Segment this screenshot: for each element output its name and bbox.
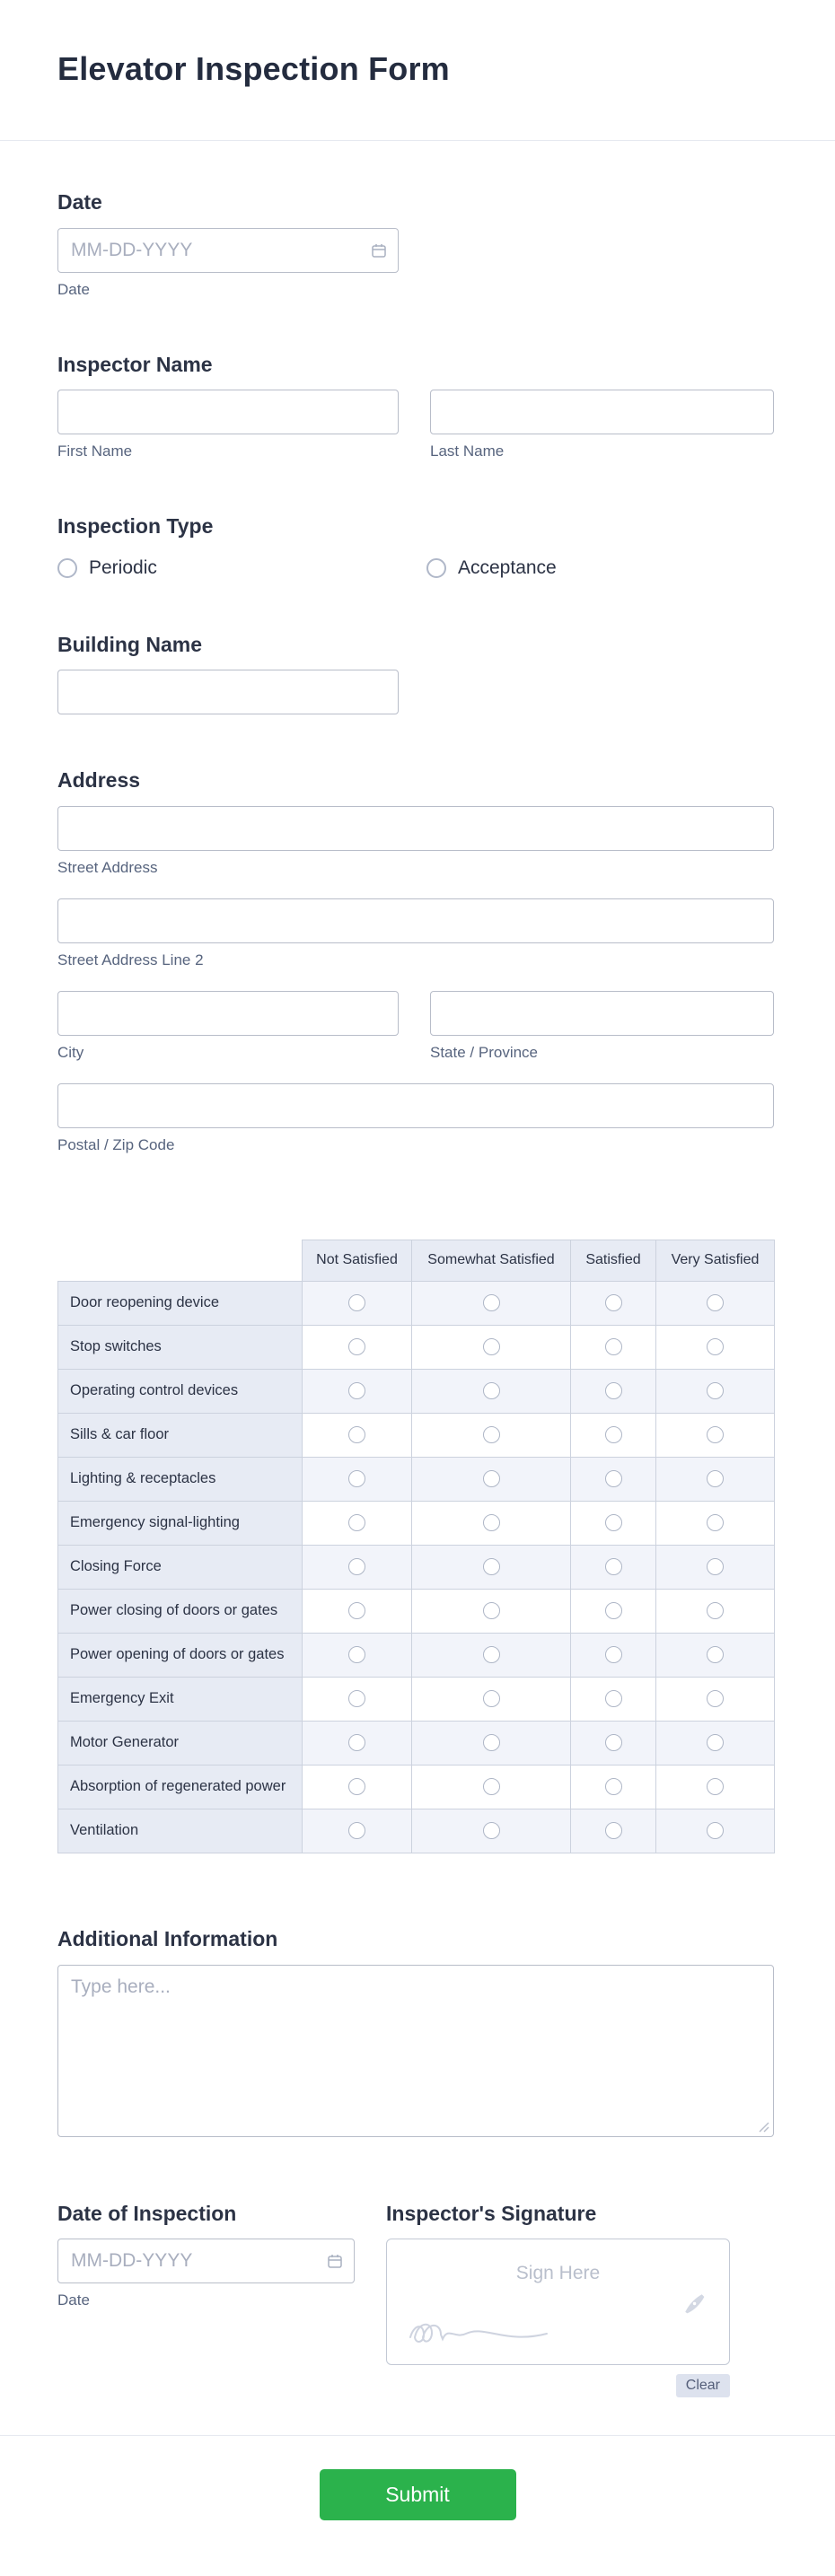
matrix-radio[interactable] bbox=[348, 1470, 365, 1487]
matrix-row-label: Operating control devices bbox=[58, 1369, 303, 1413]
matrix-cell[interactable] bbox=[303, 1369, 412, 1413]
matrix-cell[interactable] bbox=[571, 1501, 656, 1545]
matrix-row bbox=[58, 1369, 775, 1413]
postal-code-sublabel: Postal / Zip Code bbox=[57, 1135, 175, 1153]
city-sublabel: City bbox=[57, 1043, 84, 1061]
matrix-row-label: Emergency Exit bbox=[58, 1677, 303, 1721]
matrix-cell[interactable] bbox=[412, 1501, 571, 1545]
calendar-icon[interactable] bbox=[326, 2252, 344, 2270]
address-label: Address bbox=[57, 768, 141, 793]
matrix-cell[interactable] bbox=[656, 1325, 775, 1369]
matrix-row bbox=[58, 1677, 775, 1721]
building-name-input[interactable] bbox=[57, 670, 399, 714]
matrix-radio[interactable] bbox=[707, 1778, 724, 1795]
matrix-radio[interactable] bbox=[605, 1602, 622, 1619]
matrix-cell[interactable] bbox=[571, 1413, 656, 1457]
street-address-input[interactable] bbox=[57, 806, 774, 851]
matrix-cell[interactable] bbox=[571, 1369, 656, 1413]
sign-here-placeholder: Sign Here bbox=[515, 2263, 601, 2284]
matrix-row bbox=[58, 1589, 775, 1633]
form-body bbox=[0, 141, 835, 2397]
street-address-sublabel: Street Address bbox=[57, 858, 158, 876]
matrix-row bbox=[58, 1325, 775, 1369]
matrix-row-label: Power opening of doors or gates bbox=[58, 1633, 303, 1677]
matrix-radio[interactable] bbox=[707, 1514, 724, 1531]
matrix-cell[interactable] bbox=[303, 1765, 412, 1809]
matrix-radio[interactable] bbox=[483, 1470, 500, 1487]
matrix-cell[interactable] bbox=[412, 1633, 571, 1677]
matrix-row bbox=[58, 1633, 775, 1677]
signature-clear-button[interactable]: Clear bbox=[676, 2374, 730, 2397]
matrix-radio[interactable] bbox=[483, 1426, 500, 1443]
matrix-radio[interactable] bbox=[605, 1690, 622, 1707]
matrix-cell[interactable] bbox=[303, 1633, 412, 1677]
matrix-cell[interactable] bbox=[571, 1589, 656, 1633]
matrix-cell[interactable] bbox=[571, 1325, 656, 1369]
matrix-cell[interactable] bbox=[303, 1677, 412, 1721]
matrix-radio[interactable] bbox=[483, 1602, 500, 1619]
street-address-line2-input[interactable] bbox=[57, 898, 774, 943]
matrix-radio[interactable] bbox=[348, 1734, 365, 1751]
matrix-radio[interactable] bbox=[707, 1382, 724, 1399]
matrix-radio[interactable] bbox=[605, 1778, 622, 1795]
matrix-cell[interactable] bbox=[656, 1589, 775, 1633]
matrix-radio[interactable] bbox=[605, 1382, 622, 1399]
matrix-corner-cell bbox=[58, 1240, 303, 1281]
matrix-cell[interactable] bbox=[571, 1281, 656, 1325]
matrix-radio[interactable] bbox=[348, 1514, 365, 1531]
matrix-row bbox=[58, 1721, 775, 1765]
matrix-cell[interactable] bbox=[303, 1809, 412, 1853]
question-date bbox=[57, 190, 774, 299]
inspection-type-options bbox=[57, 557, 774, 579]
matrix-row bbox=[58, 1545, 775, 1589]
signature-pad[interactable] bbox=[386, 2239, 730, 2365]
matrix-radio[interactable] bbox=[483, 1778, 500, 1795]
question-inspector-name bbox=[57, 353, 774, 461]
bottom-row bbox=[57, 2202, 774, 2398]
matrix-radio[interactable] bbox=[348, 1382, 365, 1399]
building-name-label: Building Name bbox=[57, 632, 203, 656]
matrix-row-label: Power closing of doors or gates bbox=[58, 1589, 303, 1633]
matrix-cell[interactable] bbox=[656, 1809, 775, 1853]
matrix-row bbox=[58, 1281, 775, 1325]
first-name-input[interactable] bbox=[57, 390, 399, 434]
matrix-radio[interactable] bbox=[483, 1514, 500, 1531]
matrix-radio[interactable] bbox=[348, 1338, 365, 1355]
matrix-row-label: Motor Generator bbox=[58, 1721, 303, 1765]
matrix-row-label: Stop switches bbox=[58, 1325, 303, 1369]
matrix-radio[interactable] bbox=[707, 1426, 724, 1443]
matrix-row-label: Sills & car floor bbox=[58, 1413, 303, 1457]
question-building-name bbox=[57, 633, 774, 715]
matrix-cell[interactable] bbox=[412, 1677, 571, 1721]
matrix-cell[interactable] bbox=[571, 1721, 656, 1765]
matrix-cell[interactable] bbox=[571, 1809, 656, 1853]
matrix-radio[interactable] bbox=[605, 1734, 622, 1751]
first-name-sublabel: First Name bbox=[57, 442, 133, 460]
matrix-radio[interactable] bbox=[605, 1558, 622, 1575]
matrix-row bbox=[58, 1765, 775, 1809]
pen-icon bbox=[682, 2291, 706, 2315]
matrix-cell[interactable] bbox=[412, 1413, 571, 1457]
matrix-column-header: Somewhat Satisfied bbox=[412, 1240, 571, 1281]
date-of-inspection-label: Date of Inspection bbox=[57, 2201, 237, 2225]
matrix-radio[interactable] bbox=[605, 1426, 622, 1443]
matrix-column-header: Not Satisfied bbox=[303, 1240, 412, 1281]
question-satisfaction-matrix bbox=[57, 1240, 774, 1853]
matrix-row-label: Ventilation bbox=[58, 1809, 303, 1853]
matrix-radio[interactable] bbox=[707, 1822, 724, 1839]
state-input[interactable] bbox=[430, 991, 774, 1036]
radio-option-acceptance[interactable] bbox=[426, 557, 557, 579]
matrix-radio[interactable] bbox=[348, 1822, 365, 1839]
submit-button[interactable]: Submit bbox=[320, 2469, 516, 2520]
matrix-cell[interactable] bbox=[303, 1589, 412, 1633]
matrix-cell[interactable] bbox=[412, 1369, 571, 1413]
question-additional-information bbox=[57, 1927, 774, 2137]
matrix-radio[interactable] bbox=[483, 1382, 500, 1399]
inspector-name-label: Inspector Name bbox=[57, 352, 213, 376]
radio-icon[interactable] bbox=[57, 558, 77, 578]
postal-code-input[interactable] bbox=[57, 1083, 774, 1128]
radio-option-label: Periodic bbox=[89, 556, 157, 578]
date-of-inspection-sublabel: Date bbox=[57, 2291, 90, 2309]
inspection-type-label: Inspection Type bbox=[57, 514, 214, 539]
matrix-cell[interactable] bbox=[571, 1457, 656, 1501]
matrix-radio[interactable] bbox=[707, 1558, 724, 1575]
matrix-row bbox=[58, 1457, 775, 1501]
matrix-cell[interactable] bbox=[303, 1457, 412, 1501]
date-input[interactable] bbox=[57, 228, 399, 273]
matrix-radio[interactable] bbox=[707, 1470, 724, 1487]
matrix-cell[interactable] bbox=[656, 1281, 775, 1325]
matrix-cell[interactable] bbox=[571, 1677, 656, 1721]
matrix-radio[interactable] bbox=[707, 1734, 724, 1751]
matrix-radio[interactable] bbox=[483, 1690, 500, 1707]
street-address-line2-sublabel: Street Address Line 2 bbox=[57, 951, 204, 968]
matrix-cell[interactable] bbox=[656, 1677, 775, 1721]
signature-label: Inspector's Signature bbox=[386, 2201, 597, 2225]
matrix-radio[interactable] bbox=[348, 1602, 365, 1619]
matrix-cell[interactable] bbox=[303, 1501, 412, 1545]
matrix-cell[interactable] bbox=[303, 1281, 412, 1325]
matrix-cell[interactable] bbox=[412, 1545, 571, 1589]
matrix-radio[interactable] bbox=[707, 1602, 724, 1619]
matrix-cell[interactable] bbox=[303, 1545, 412, 1589]
matrix-row bbox=[58, 1501, 775, 1545]
matrix-radio[interactable] bbox=[483, 1822, 500, 1839]
additional-information-textarea[interactable] bbox=[57, 1965, 774, 2137]
matrix-row-label: Closing Force bbox=[58, 1545, 303, 1589]
additional-information-label: Additional Information bbox=[57, 1926, 278, 1950]
matrix-radio[interactable] bbox=[605, 1470, 622, 1487]
matrix-cell[interactable] bbox=[656, 1369, 775, 1413]
matrix-cell[interactable] bbox=[571, 1545, 656, 1589]
matrix-row-label: Lighting & receptacles bbox=[58, 1457, 303, 1501]
matrix-row-label: Door reopening device bbox=[58, 1281, 303, 1325]
matrix-table bbox=[57, 1240, 775, 1853]
matrix-radio[interactable] bbox=[483, 1558, 500, 1575]
question-date-of-inspection bbox=[57, 2202, 355, 2398]
matrix-radio[interactable] bbox=[483, 1734, 500, 1751]
matrix-cell[interactable] bbox=[656, 1765, 775, 1809]
matrix-radio[interactable] bbox=[483, 1294, 500, 1311]
question-address bbox=[57, 768, 774, 1154]
matrix-cell[interactable] bbox=[303, 1721, 412, 1765]
calendar-icon[interactable] bbox=[370, 241, 388, 259]
matrix-cell[interactable] bbox=[412, 1721, 571, 1765]
matrix-radio[interactable] bbox=[605, 1646, 622, 1663]
radio-icon[interactable] bbox=[426, 558, 446, 578]
matrix-radio[interactable] bbox=[707, 1646, 724, 1663]
signature-squiggle-icon bbox=[405, 2303, 584, 2350]
matrix-cell[interactable] bbox=[412, 1765, 571, 1809]
matrix-cell[interactable] bbox=[656, 1457, 775, 1501]
matrix-row-label: Emergency signal-lighting bbox=[58, 1501, 303, 1545]
matrix-radio[interactable] bbox=[707, 1338, 724, 1355]
radio-option-periodic[interactable] bbox=[57, 557, 426, 579]
matrix-cell[interactable] bbox=[656, 1633, 775, 1677]
radio-option-label: Acceptance bbox=[458, 556, 557, 578]
matrix-row bbox=[58, 1809, 775, 1853]
matrix-cell[interactable] bbox=[412, 1809, 571, 1853]
question-inspection-type bbox=[57, 514, 774, 579]
matrix-cell[interactable] bbox=[571, 1633, 656, 1677]
submit-bar bbox=[0, 2435, 835, 2569]
matrix-radio[interactable] bbox=[605, 1822, 622, 1839]
matrix-cell[interactable] bbox=[656, 1501, 775, 1545]
date-sublabel: Date bbox=[57, 280, 90, 298]
matrix-radio[interactable] bbox=[605, 1294, 622, 1311]
matrix-column-header: Very Satisfied bbox=[656, 1240, 775, 1281]
question-signature bbox=[386, 2202, 730, 2398]
matrix-row bbox=[58, 1413, 775, 1457]
page-title: Elevator Inspection Form bbox=[57, 50, 450, 87]
matrix-cell[interactable] bbox=[303, 1413, 412, 1457]
form-header bbox=[0, 0, 835, 141]
last-name-sublabel: Last Name bbox=[430, 442, 505, 460]
matrix-radio[interactable] bbox=[348, 1690, 365, 1707]
matrix-radio[interactable] bbox=[605, 1338, 622, 1355]
matrix-radio[interactable] bbox=[348, 1426, 365, 1443]
matrix-radio[interactable] bbox=[483, 1646, 500, 1663]
matrix-radio[interactable] bbox=[605, 1514, 622, 1531]
date-label: Date bbox=[57, 190, 102, 214]
matrix-radio[interactable] bbox=[348, 1646, 365, 1663]
state-sublabel: State / Province bbox=[430, 1043, 539, 1061]
matrix-cell[interactable] bbox=[656, 1413, 775, 1457]
matrix-radio[interactable] bbox=[348, 1558, 365, 1575]
matrix-column-header: Satisfied bbox=[571, 1240, 656, 1281]
matrix-cell[interactable] bbox=[412, 1325, 571, 1369]
matrix-cell[interactable] bbox=[412, 1457, 571, 1501]
date-of-inspection-input[interactable] bbox=[57, 2239, 355, 2283]
last-name-input[interactable] bbox=[430, 390, 774, 434]
matrix-radio[interactable] bbox=[483, 1338, 500, 1355]
city-input[interactable] bbox=[57, 991, 399, 1036]
matrix-cell[interactable] bbox=[656, 1545, 775, 1589]
matrix-radio[interactable] bbox=[707, 1690, 724, 1707]
matrix-radio[interactable] bbox=[348, 1294, 365, 1311]
matrix-radio[interactable] bbox=[707, 1294, 724, 1311]
matrix-cell[interactable] bbox=[571, 1765, 656, 1809]
matrix-cell[interactable] bbox=[656, 1721, 775, 1765]
matrix-radio[interactable] bbox=[348, 1778, 365, 1795]
matrix-cell[interactable] bbox=[303, 1325, 412, 1369]
matrix-cell[interactable] bbox=[412, 1589, 571, 1633]
matrix-row-label: Absorption of regenerated power bbox=[58, 1765, 303, 1809]
matrix-cell[interactable] bbox=[412, 1281, 571, 1325]
